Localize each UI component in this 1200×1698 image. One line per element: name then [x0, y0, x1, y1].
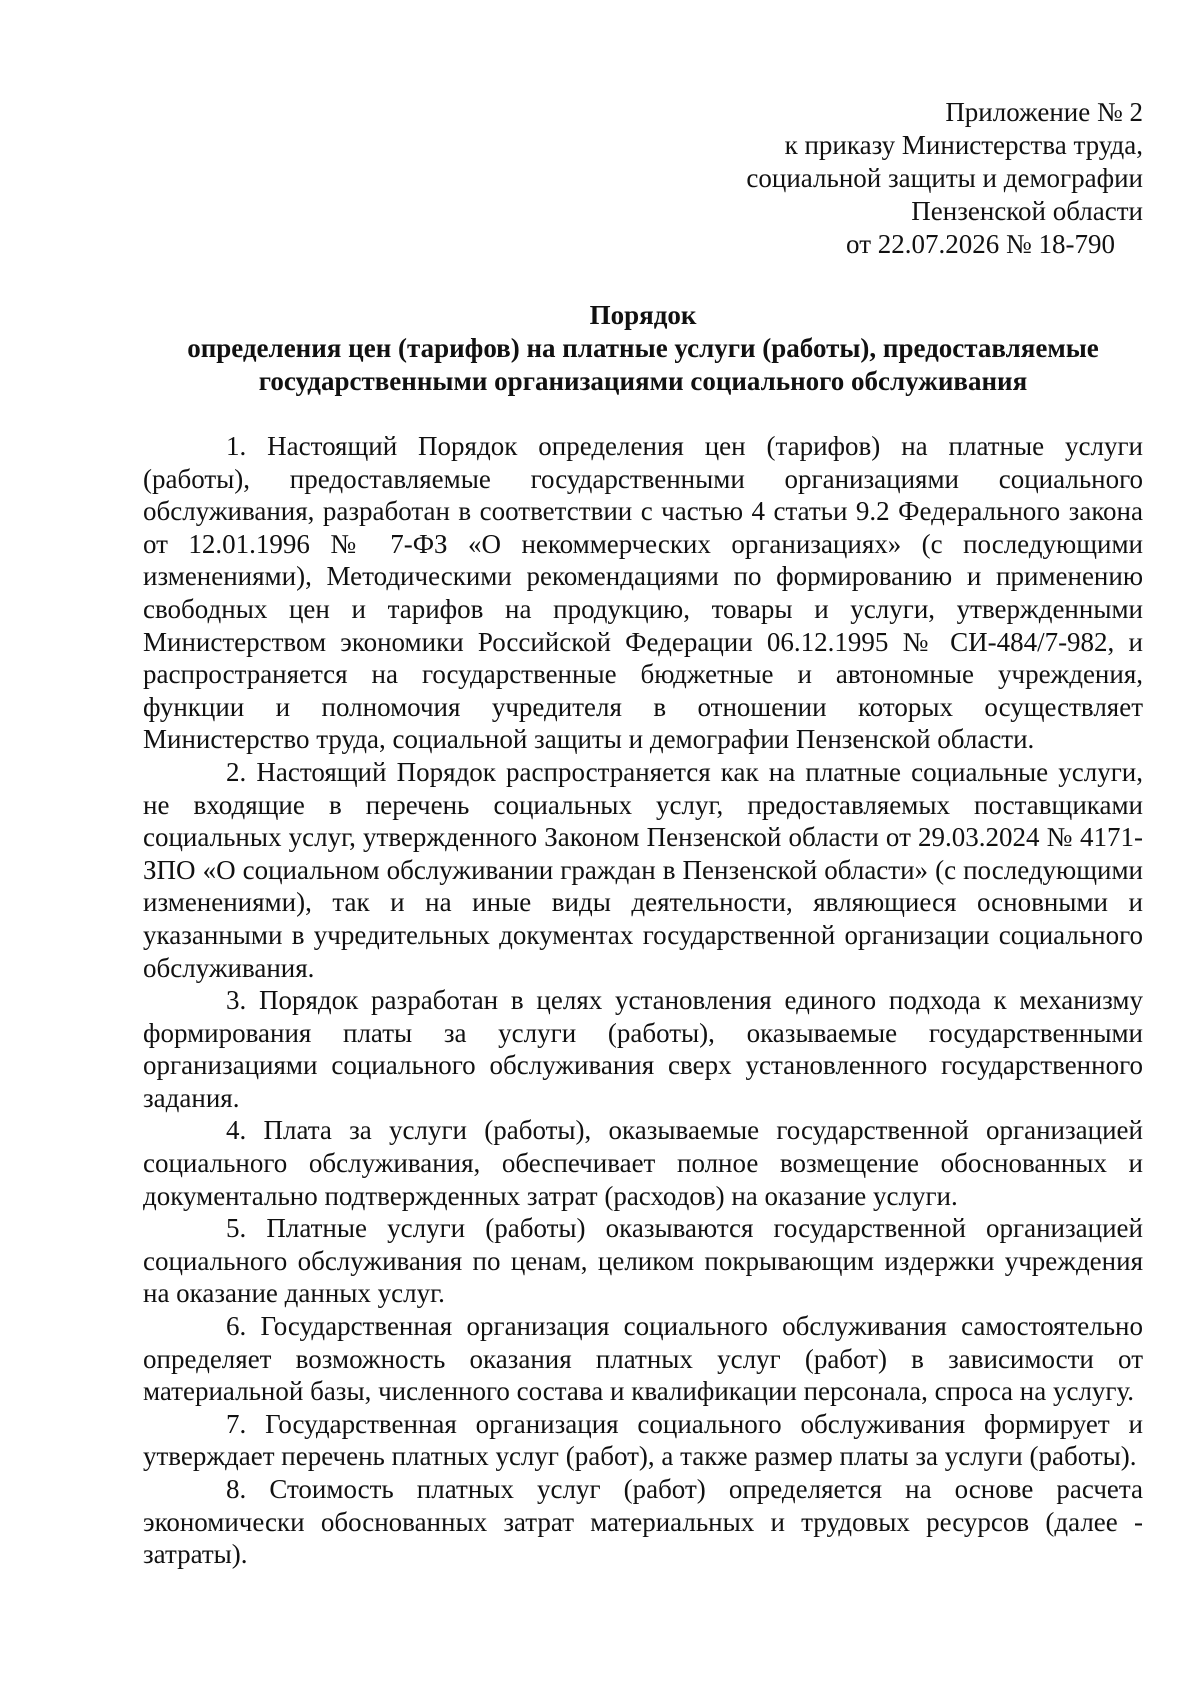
appendix-ministry: социальной защиты и демографии — [746, 163, 1143, 193]
paragraph-3: 3. Порядок разработан в целях установления единого подхода к механизму формирования платы за услуги (работы), оказываемые государственными организациями социального обслуживания сверх установленного государственного задания. — [143, 985, 1143, 1113]
paragraph-2: 2. Настоящий Порядок распространяется как на платные социальные услуги, не входящие в перечень социальных услуг, предоставляемых поставщиками социальных услуг, утвержденного Законом Пензенской области от 29.03.2024 № 4171-ЗПО «О социальном обслуживании граждан в Пензенской области» (с последующими изменениями), так и на иные виды деятельности, являющиеся основными и указанными в учредительных документах государственной организации социального обслуживания. — [143, 756, 1143, 983]
title-line-1: Порядок — [589, 300, 697, 330]
document-page — [143, 96, 1143, 1571]
appendix-date: от 22.07.2026 № 18-790 — [846, 229, 1115, 259]
paragraph-1: 1. Настоящий Порядок определения цен (тарифов) на платные услуги (работы), предоставляемые государственными организациями социального обслуживания, разработан в соответствии с частью 4 статьи 9.2 Федерального закона от 12.01.1996 № 7-ФЗ «О некоммерческих организациях» (с последующими изменениями), Методическими рекомендациями по формированию и применению свободных цен и тарифов на продукцию, товары и услуги, утвержденными Министерством экономики Российской Федерации 06.12.1995 № СИ-484/7-982, и распространяется на государственные бюджетные и автономные учреждения, функции и полномочия учредителя в отношении которых осуществляет Министерство труда, социальной защиты и демографии Пензенской области. — [143, 431, 1143, 755]
paragraph-4: 4. Плата за услуги (работы), оказываемые государственной организацией социального обслуживания, обеспечивает полное возмещение обоснованных и документально подтвержденных затрат (расходов) на оказание услуги. — [143, 1115, 1143, 1211]
document-title — [143, 299, 1143, 398]
paragraph-6: 6. Государственная организация социального обслуживания самостоятельно определяет возможность оказания платных услуг (работ) в зависимости от материальной базы, численного состава и квалификации персонала, спроса на услугу. — [143, 1311, 1143, 1407]
appendix-header — [143, 96, 1143, 261]
appendix-number: Приложение № 2 — [945, 97, 1143, 127]
appendix-order-ref: к приказу Министерства труда, — [784, 130, 1143, 160]
paragraph-5: 5. Платные услуги (работы) оказываются государственной организацией социального обслуживания по ценам, целиком покрывающим издержки учреждения на оказание данных услуг. — [143, 1213, 1143, 1309]
paragraph-7: 7. Государственная организация социального обслуживания формирует и утверждает перечень платных услуг (работ), а также размер платы за услуги (работы). — [143, 1408, 1143, 1472]
title-line-3: государственными организациями социального обслуживания — [258, 366, 1028, 396]
paragraph-8: 8. Стоимость платных услуг (работ) определяется на основе расчета экономически обоснованных затрат материальных и трудовых ресурсов (далее - затраты). — [143, 1474, 1143, 1570]
appendix-region: Пензенской области — [911, 196, 1143, 226]
document-body — [143, 430, 1143, 1571]
title-line-2: определения цен (тарифов) на платные услуги (работы), предоставляемые — [187, 333, 1099, 363]
